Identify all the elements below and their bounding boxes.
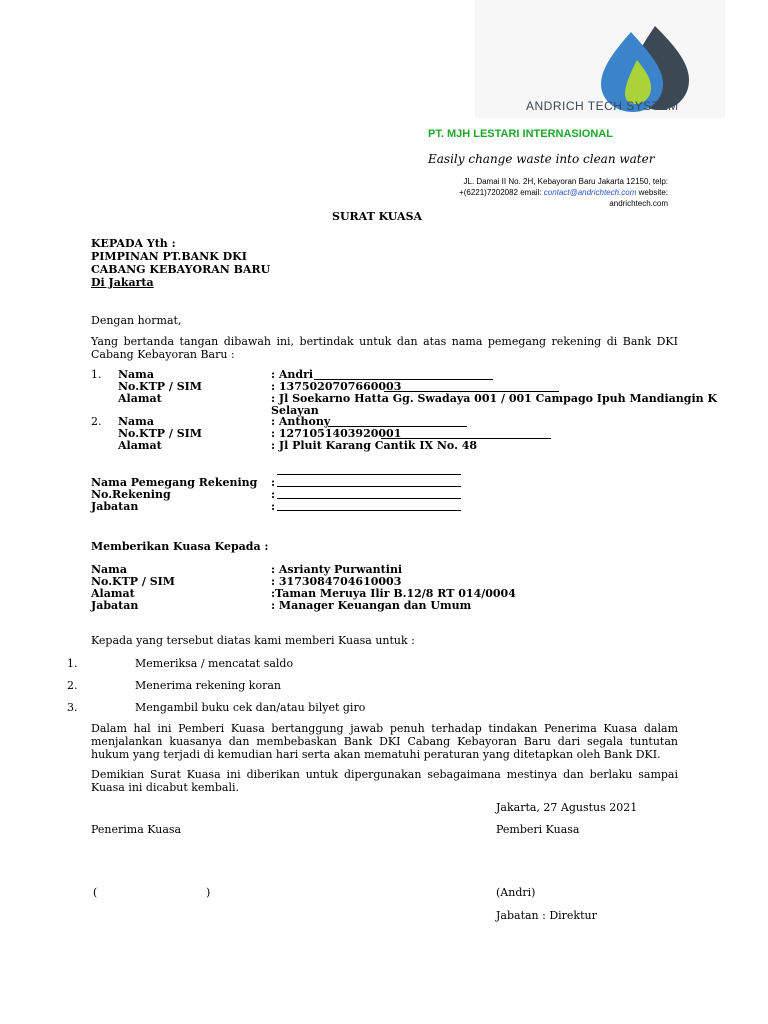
website-link[interactable]: andrichtech.com: [609, 199, 668, 208]
logo-text: ANDRICH TECH SYSTEM: [526, 99, 679, 113]
account-number-label: No.Rekening: [91, 488, 171, 501]
task-text: Mengambil buku cek dan/atau bilyet giro: [135, 701, 366, 714]
closing-paragraph: Demikian Surat Kuasa ini diberikan untuk dipergunakan sebagaimana mestinya dan berlaku sampai Kuasa ini dicabut kembali.: [91, 768, 678, 794]
grantee-ktp-value: : 3173084704610003: [271, 575, 402, 588]
website-label: website:: [638, 188, 668, 197]
grantor-address-label: Alamat: [118, 392, 162, 405]
account-holder-label: Nama Pemegang Rekening: [91, 476, 258, 489]
recipient-line2: PIMPINAN PT.BANK DKI: [91, 250, 247, 263]
account-position-label: Jabatan: [91, 500, 139, 513]
grantor-ktp-label: No.KTP / SIM: [118, 380, 202, 393]
receiver-label: Penerima Kuasa: [91, 823, 182, 836]
grantee-position-label: Jabatan: [91, 599, 139, 612]
account-holder-colon: :: [271, 476, 276, 489]
grantee-name-value: : Asrianty Purwantini: [271, 563, 403, 576]
company-name: PT. MJH LESTARI INTERNASIONAL: [428, 128, 613, 140]
company-tagline: Easily change waste into clean water: [428, 152, 655, 166]
grantor-address-label: Alamat: [118, 439, 162, 452]
receiver-signature-open: (: [93, 886, 98, 899]
grantor-address-value: : Jl Soekarno Hatta Gg. Swadaya 001 / 001 Campago Ipuh Mandiangin K: [271, 392, 718, 405]
giver-label: Pemberi Kuasa: [496, 823, 580, 836]
grantor-address-value: : Jl Pluit Karang Cantik IX No. 48: [271, 439, 478, 452]
account-number-colon: :: [271, 488, 276, 501]
giver-name: (Andri): [496, 886, 536, 899]
task-number: 2.: [67, 679, 78, 692]
grantee-name-label: Nama: [91, 563, 127, 576]
receiver-signature-close: ): [206, 886, 211, 899]
grantor-ktp-label: No.KTP / SIM: [118, 427, 202, 440]
grantee-address-value: :Taman Meruya Ilir B.12/8 RT 014/0004: [271, 587, 516, 600]
grantor-name-label: Nama: [118, 368, 154, 381]
company-address: [368, 176, 668, 209]
fill-line: [277, 486, 461, 487]
recipient-line4: Di Jakarta: [91, 276, 154, 289]
recipient-line1: KEPADA Yth :: [91, 237, 176, 250]
grantor-number: 2.: [91, 415, 102, 428]
letterhead-logo-area: [475, 0, 725, 118]
grantor-number: 1.: [91, 368, 102, 381]
grantor-name-value: : Andri: [271, 368, 314, 381]
grantee-ktp-label: No.KTP / SIM: [91, 575, 175, 588]
account-position-colon: :: [271, 500, 276, 513]
intro-paragraph: Yang bertanda tangan dibawah ini, bertindak untuk dan atas nama pemegang rekening di Bank DKI Cabang Kebayoran Baru :: [91, 335, 678, 361]
task-text: Menerima rekening koran: [135, 679, 281, 692]
grantor-address-continued: Selayan: [271, 404, 319, 417]
fill-line: [277, 510, 461, 511]
address-phone: +(6221)7202082 email:: [459, 188, 542, 197]
liability-paragraph: Dalam hal ini Pemberi Kuasa bertanggung jawab penuh terhadap tindakan Penerima Kuasa dalam menjalankan kuasanya dan membebaskan Bank DKI Cabang Kebayoran Baru dari segala tuntutan hukum yang terjadi di kemudian hari serta akan mematuhi peraturan yang ditetapkan oleh Bank DKI.: [91, 722, 678, 761]
grantor-name-label: Nama: [118, 415, 154, 428]
tasks-intro: Kepada yang tersebut diatas kami memberi Kuasa untuk :: [91, 634, 415, 647]
grantor-ktp-value: : 1271051403920001: [271, 427, 402, 440]
greeting: Dengan hormat,: [91, 314, 182, 327]
grant-heading: Memberikan Kuasa Kepada :: [91, 540, 269, 553]
email-link[interactable]: contact@andrichtech.com: [543, 188, 637, 197]
task-text: Memeriksa / mencatat saldo: [135, 657, 294, 670]
fill-line: [277, 474, 461, 475]
task-number: 3.: [67, 701, 78, 714]
giver-position: Jabatan : Direktur: [496, 909, 597, 922]
grantor-ktp-value: : 1375020707660003: [271, 380, 402, 393]
grantee-position-value: : Manager Keuangan dan Umum: [271, 599, 472, 612]
address-line1: JL. Damai II No. 2H, Kebayoran Baru Jakarta 12150, telp:: [463, 177, 668, 186]
letter-title: SURAT KUASA: [332, 210, 423, 223]
grantee-address-label: Alamat: [91, 587, 135, 600]
task-number: 1.: [67, 657, 78, 670]
place-date: Jakarta, 27 Agustus 2021: [496, 801, 638, 814]
grantor-name-value: : Anthony: [271, 415, 331, 428]
recipient-line3: CABANG KEBAYORAN BARU: [91, 263, 271, 276]
fill-line: [277, 498, 461, 499]
